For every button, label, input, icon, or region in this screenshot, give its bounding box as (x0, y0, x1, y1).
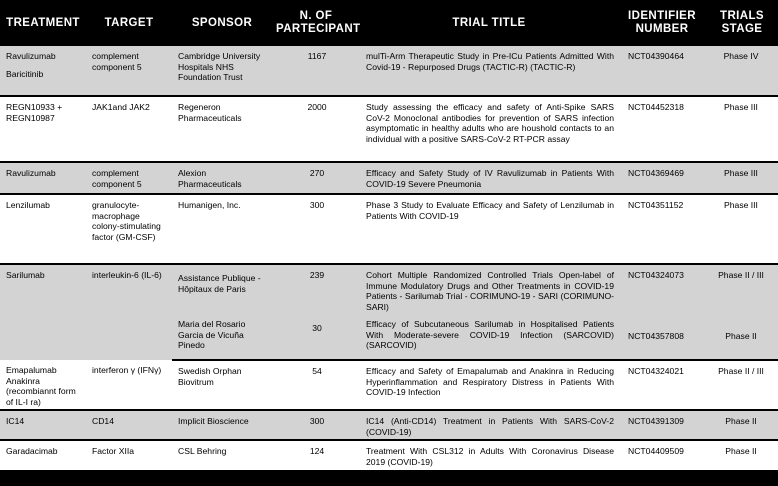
participants-cell: 270 (272, 162, 360, 194)
sponsor-cell: Swedish Orphan Biovitrum (172, 360, 272, 410)
treatment-cell: REGN10933 + REGN10987 (0, 96, 86, 162)
identifier-cell: NCT04391309 (618, 410, 706, 440)
participants-cell: 30 (272, 314, 360, 360)
target-cell: interleukin-6 (IL-6) (86, 264, 172, 360)
sponsor-cell: Cambridge University Hospitals NHS Foundation Trust (172, 46, 272, 96)
stage-cell: Phase II (706, 314, 778, 360)
table-row (0, 264, 778, 314)
header-participants: N. OF PARTECIPANT (272, 0, 360, 46)
stage-cell: Phase IV (706, 46, 778, 96)
table-row (0, 162, 778, 194)
treatment-cell: Ravulizumab Baricitinib (0, 46, 86, 96)
header-trial-title: TRIAL TITLE (360, 0, 618, 46)
sponsor-cell: Regeneron Pharmaceuticals (172, 96, 272, 162)
header-sponsor: SPONSOR (172, 0, 272, 46)
target-cell: CD14 (86, 410, 172, 440)
sponsor-cell: Implicit Bioscience (172, 410, 272, 440)
treatment-cell: IC14 (0, 410, 86, 440)
header-target: TARGET (86, 0, 172, 46)
treatment-cell: Garadacimab (0, 440, 86, 470)
identifier-cell: NCT04369469 (618, 162, 706, 194)
sponsor-cell: CSL Behring (172, 440, 272, 470)
stage-cell: Phase II (706, 440, 778, 470)
header-stage: TRIALS STAGE (706, 0, 778, 46)
participants-cell: 300 (272, 194, 360, 264)
participants-cell: 1167 (272, 46, 360, 96)
identifier-cell: NCT04409509 (618, 440, 706, 470)
participants-cell: 2000 (272, 96, 360, 162)
sponsor-cell: Humanigen, Inc. (172, 194, 272, 264)
target-cell: Factor XIIa (86, 440, 172, 470)
sponsor-cell: Assistance Publique - Hôpitaux de Paris (172, 264, 272, 314)
stage-cell: Phase II (706, 410, 778, 440)
table-row (0, 410, 778, 440)
target-cell: complement component 5 (86, 46, 172, 96)
trial-title-cell: Efficacy and Safety of Emapalumab and Anakinra in Reducing Hyperinflammation and Respiratory Distress in Patients With COVID-19 Infection (360, 360, 618, 410)
identifier-cell: NCT04452318 (618, 96, 706, 162)
stage-cell: Phase II / III (706, 360, 778, 410)
identifier-cell: NCT04324021 (618, 360, 706, 410)
target-cell: granulocyte-macrophage colony-stimulating factor (GM-CSF) (86, 194, 172, 264)
stage-cell: Phase III (706, 162, 778, 194)
stage-cell: Phase III (706, 96, 778, 162)
trial-title-cell: Phase 3 Study to Evaluate Efficacy and Safety of Lenzilumab in Patients With COVID-19 (360, 194, 618, 264)
participants-cell: 54 (272, 360, 360, 410)
identifier-cell: NCT04390464 (618, 46, 706, 96)
table-row (0, 440, 778, 470)
sponsor-cell: Maria del Rosario Garcia de Vicuña Pinedo (172, 314, 272, 360)
target-cell: complement component 5 (86, 162, 172, 194)
trial-title-cell: Cohort Multiple Randomized Controlled Trials Open-label of Immune Modulatory Drugs and Other Treatments in COVID-19 Patients - Sarilumab Trial - CORIMUNO-19 - SARI (CORIMUNO-SARI) (360, 264, 618, 314)
treatment-cell: Lenzilumab (0, 194, 86, 264)
target-cell: JAK1and JAK2 (86, 96, 172, 162)
stage-cell: Phase III (706, 194, 778, 264)
treatment-cell: Emapalumab Anakinra (recombiannt form of IL-I ra) (0, 360, 86, 410)
sponsor-cell: Alexion Pharmaceuticals (172, 162, 272, 194)
treatment-cell: Sarilumab (0, 264, 86, 360)
table-row (0, 360, 778, 410)
treatment-cell: Ravulizumab (0, 162, 86, 194)
header-row (0, 0, 778, 46)
identifier-cell: NCT04357808 (618, 314, 706, 360)
table-row (0, 96, 778, 162)
header-treatment: TREATMENT (0, 0, 86, 46)
stage-cell: Phase II / III (706, 264, 778, 314)
trial-title-cell: Efficacy and Safety Study of IV Ravulizumab in Patients With COVID-19 Severe Pneumonia (360, 162, 618, 194)
trial-title-cell: Treatment With CSL312 in Adults With Coronavirus Disease 2019 (COVID-19) (360, 440, 618, 470)
participants-cell: 239 (272, 264, 360, 314)
participants-cell: 300 (272, 410, 360, 440)
table-row (0, 194, 778, 264)
table-row (0, 46, 778, 96)
trial-title-cell: Efficacy of Subcutaneous Sarilumab in Hospitalised Patients With Moderate-severe COVID-19 Infection (SARCOVID) (SARCOVID) (360, 314, 618, 360)
identifier-cell: NCT04324073 (618, 264, 706, 314)
participants-cell: 124 (272, 440, 360, 470)
trial-title-cell: IC14 (Anti-CD14) Treatment in Patients With SARS-CoV-2 (COVID-19) (360, 410, 618, 440)
header-identifier: IDENTIFIER NUMBER (618, 0, 706, 46)
identifier-cell: NCT04351152 (618, 194, 706, 264)
trial-title-cell: mulTi-Arm Therapeutic Study in Pre-ICu Patients Admitted With Covid-19 - Repurposed Drugs (TACTIC-R) (TACTIC-R) (360, 46, 618, 96)
trial-title-cell: Study assessing the efficacy and safety of Anti-Spike SARS CoV-2 Monoclonal antibodies for prevention of SARS infection asymptomatic in healthy adults who are houshold contacts to an individual with a positive SARS-CoV-2 RT-PCR assay (360, 96, 618, 162)
target-cell: interferon γ (IFNγ) (86, 360, 172, 410)
